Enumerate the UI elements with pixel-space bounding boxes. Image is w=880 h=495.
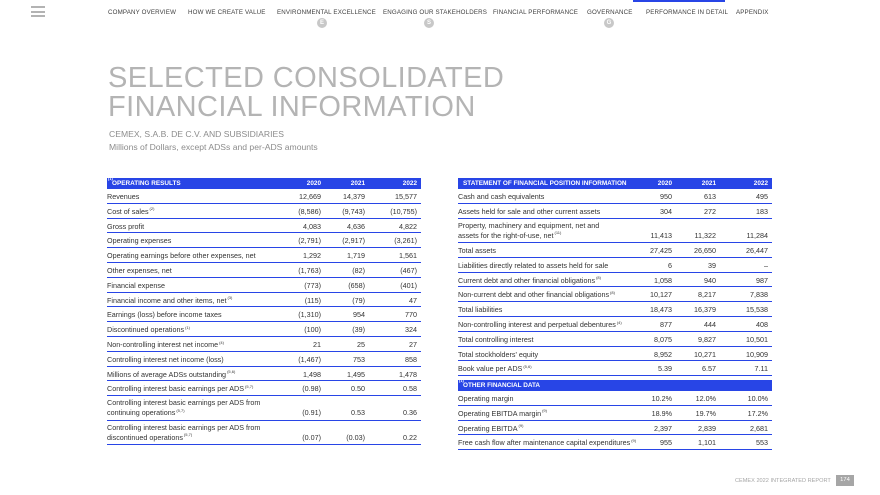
row-label-continued: [107, 433, 192, 443]
cell-value: 8,075: [654, 334, 672, 344]
cell-value: 1,058: [654, 275, 672, 285]
cell-value: 12,669: [299, 192, 321, 201]
table-row: [458, 332, 772, 347]
nav-performance-in-detail[interactable]: PERFORMANCE IN DETAIL: [646, 9, 729, 16]
row-label-text: Gross profit: [107, 221, 145, 231]
row-label-text: Other expenses, net: [107, 265, 172, 275]
cell-value: 39: [708, 260, 716, 270]
company-subtitle: CEMEX, S.A.B. DE C.V. AND SUBSIDIARIES: [109, 129, 284, 139]
table-row: [458, 287, 772, 302]
row-label-text: Operating margin: [458, 394, 514, 403]
cell-value: 2,839: [698, 423, 716, 433]
table-row: [458, 406, 772, 421]
cell-value: 0.36: [403, 408, 417, 418]
cell-value: 7,838: [750, 290, 768, 300]
row-label-text: Earnings (loss) before income taxes: [107, 310, 222, 320]
row-label-text: Book value per ADS: [458, 364, 523, 374]
cell-value: 11,413: [650, 230, 672, 240]
table-row: [107, 263, 421, 278]
cell-value: (658): [348, 280, 365, 290]
row-label-text: Operating expenses: [107, 236, 172, 246]
row-label: [458, 350, 538, 360]
cell-value: 553: [756, 438, 768, 448]
cell-value: 5.39: [658, 364, 672, 374]
row-label: [107, 192, 139, 202]
table-row: [107, 248, 421, 263]
cell-value: 955: [660, 438, 672, 448]
cell-value: 7.11: [754, 364, 768, 374]
cell-value: 444: [704, 320, 716, 330]
cell-value: 4,636: [347, 221, 365, 231]
row-label-text: Current debt and other financial obligations: [458, 275, 596, 285]
footnote-marker: (5,7): [245, 383, 254, 389]
cell-value: (9,743): [342, 206, 365, 216]
cell-value: 18.9%: [651, 408, 672, 418]
cell-value: 10,501: [746, 334, 768, 344]
cell-value: (1,310): [298, 310, 321, 320]
cell-value: 12.0%: [695, 394, 716, 403]
row-label: [107, 251, 256, 261]
row-label: [107, 222, 144, 232]
table-row: [107, 307, 421, 322]
row-label: [458, 305, 502, 315]
cell-value: (115): [304, 295, 321, 305]
table-row: [107, 421, 421, 446]
footnote-marker: (9): [631, 438, 637, 443]
cell-value: 0.58: [403, 384, 417, 394]
table-row: [107, 189, 421, 204]
footnote-marker: (1): [459, 377, 464, 383]
cell-value: (0.07): [302, 432, 321, 442]
row-label-text: Financial income and other items, net: [107, 295, 227, 305]
cell-value: (3,261): [394, 236, 417, 246]
cell-value: 26,650: [694, 246, 716, 256]
row-label: [107, 398, 260, 408]
cell-value: 27: [409, 339, 417, 349]
table-row: [107, 233, 421, 248]
title-line-1: SELECTED CONSOLIDATED: [108, 62, 505, 94]
title-line-2: FINANCIAL INFORMATION: [108, 91, 476, 123]
row-label: [458, 207, 600, 217]
cell-value: 304: [660, 206, 672, 216]
row-label-text: Millions of average ADSs outstanding: [107, 369, 227, 379]
row-label-text: Total stockholders' equity: [458, 349, 539, 359]
operating-results-header: [107, 175, 421, 189]
table-row: [458, 435, 772, 450]
table-row: [458, 243, 772, 258]
cell-value: (2,791): [298, 236, 321, 246]
nav-governance[interactable]: GOVERNANCE: [587, 9, 633, 16]
table-row: [107, 293, 421, 308]
cell-value: (0.91): [302, 408, 321, 418]
footnote-marker: (5,7): [183, 432, 193, 438]
cell-value: 2,397: [654, 423, 672, 433]
table-row: [458, 219, 772, 244]
row-label-text: Cash and cash equivalents: [458, 192, 545, 201]
cell-value: 324: [405, 325, 417, 335]
menu-icon[interactable]: [31, 6, 45, 17]
footnote-marker: (8): [596, 275, 601, 281]
row-label: [458, 438, 636, 448]
table-header-label: STATEMENT OF FINANCIAL POSITION INFORMATION: [463, 180, 627, 187]
cell-value: (401): [400, 280, 417, 290]
table-row: [107, 367, 421, 382]
units-subtitle: Millions of Dollars, except ADSs and per-ADS amounts: [109, 142, 318, 152]
cell-value: 858: [405, 354, 417, 364]
year-header: 2020: [657, 180, 672, 187]
cell-value: 10,127: [650, 290, 672, 300]
table-row: [107, 204, 421, 219]
row-label-text: Assets held for sale and other current assets: [458, 206, 601, 216]
row-label-text: Controlling interest basic earnings per ADS: [107, 384, 245, 394]
social-badge-icon[interactable]: S: [424, 18, 434, 28]
row-label-text: Revenues: [107, 192, 140, 201]
cell-value: 15,577: [395, 192, 417, 201]
row-label: [458, 424, 523, 434]
row-label-text: Operating EBITDA: [458, 423, 518, 433]
row-label: [458, 364, 532, 374]
year-header: 2021: [350, 180, 365, 187]
cell-value: 940: [704, 275, 716, 285]
row-label: [107, 370, 235, 380]
row-label: [458, 320, 622, 330]
nav-active-indicator: [633, 0, 725, 2]
footnote-marker: (9): [542, 408, 547, 414]
row-label-text: Operating EBITDA margin: [458, 408, 542, 418]
table-row: [107, 337, 421, 352]
nav-engaging-stakeholders[interactable]: ENGAGING OUR STAKEHOLDERS: [383, 9, 488, 16]
cell-value: –: [764, 260, 768, 270]
row-label-text: discontinued operations: [107, 432, 183, 442]
cell-value: 613: [704, 192, 716, 201]
year-header: 2022: [753, 180, 768, 187]
cell-value: 17.2%: [747, 408, 768, 418]
cell-value: 0.22: [403, 432, 417, 442]
other-financial-data-header: [458, 377, 772, 391]
row-label-text: Total liabilities: [458, 305, 503, 315]
year-header: 2022: [402, 180, 417, 187]
cell-value: 1,561: [399, 251, 417, 261]
cell-value: 10.0%: [747, 394, 768, 403]
cell-value: 25: [357, 339, 365, 349]
cell-value: 1,495: [347, 369, 365, 379]
table-row: [458, 204, 772, 219]
row-label-continued: [107, 408, 185, 418]
cell-value: 10,271: [694, 349, 716, 359]
cell-value: 10.2%: [651, 394, 672, 403]
cell-value: (100): [304, 325, 321, 335]
cell-value: (0.03): [346, 432, 365, 442]
row-label: [107, 281, 165, 291]
row-label: [458, 409, 547, 419]
cell-value: 6: [668, 260, 672, 270]
footnote-marker: (8): [610, 290, 615, 296]
row-label-text: Controlling interest basic earnings per ADS from: [107, 422, 261, 432]
cell-value: (467): [400, 265, 417, 275]
cell-value: 950: [660, 192, 672, 201]
operating-results-table: [107, 175, 421, 445]
row-label: [107, 207, 154, 217]
cell-value: 770: [405, 310, 417, 320]
table-row: [107, 352, 421, 367]
cell-value: (1,467): [298, 354, 321, 364]
nav-financial-performance[interactable]: FINANCIAL PERFORMANCE: [493, 9, 579, 16]
footnote-marker: (5,6): [523, 364, 532, 370]
row-label: [107, 355, 224, 365]
year-header: 2021: [701, 180, 716, 187]
cell-value: (2,917): [342, 236, 365, 246]
footnote-marker: (9): [518, 423, 524, 429]
cell-value: 987: [756, 275, 768, 285]
row-label: [458, 290, 615, 300]
nav-company-overview[interactable]: COMPANY OVERVIEW: [108, 9, 177, 16]
table-header-label: OPERATING RESULTS: [112, 180, 181, 187]
row-label: [458, 276, 601, 286]
nav-appendix[interactable]: APPENDIX: [736, 9, 769, 16]
cell-value: 6.57: [702, 364, 716, 374]
row-label-text: Non-controlling interest and perpetual debentures: [458, 320, 616, 330]
cell-value: 47: [409, 295, 417, 305]
cell-value: 15,538: [746, 305, 768, 315]
row-label: [458, 192, 544, 202]
row-label-text: assets for the right-of-use, net: [458, 230, 554, 240]
row-label: [458, 335, 534, 345]
nav-environmental-excellence[interactable]: ENVIRONMENTAL EXCELLENCE: [277, 9, 376, 16]
cell-value: 8,952: [654, 349, 672, 359]
page-title: [108, 64, 504, 122]
cell-value: 1,101: [698, 438, 716, 448]
table-row: [458, 258, 772, 273]
cell-value: (82): [352, 265, 365, 275]
row-label-text: Non-controlling interest net income: [107, 339, 219, 349]
cell-value: (0.98): [302, 384, 321, 394]
cell-value: (39): [352, 325, 365, 335]
row-label-text: Free cash flow after maintenance capital expenditures: [458, 438, 631, 448]
cell-value: 18,473: [650, 305, 672, 315]
cell-value: 183: [756, 206, 768, 216]
row-label-text: continuing operations: [107, 408, 176, 418]
financial-position-header: [458, 178, 772, 189]
financial-position-table: [458, 178, 772, 376]
row-label: [458, 221, 599, 231]
table-row: [107, 278, 421, 293]
table-row: [458, 347, 772, 362]
row-label-text: Non-current debt and other financial obligations: [458, 290, 610, 300]
cell-value: 0.50: [351, 384, 365, 394]
cell-value: 8,217: [698, 290, 716, 300]
cell-value: 0.53: [351, 408, 365, 418]
row-label-text: Property, machinery and equipment, net and: [458, 220, 600, 230]
governance-badge-icon[interactable]: G: [604, 18, 614, 28]
footnote-marker: (5,7): [176, 407, 185, 413]
footnote-marker: (4): [219, 339, 224, 345]
row-label-text: Total assets: [458, 246, 496, 256]
cell-value: 1,478: [399, 369, 417, 379]
cell-value: 21: [313, 339, 321, 349]
table-row: [458, 361, 772, 376]
row-label-continued: [458, 231, 561, 241]
row-label: [458, 261, 608, 271]
cell-value: 877: [660, 320, 672, 330]
cell-value: (8,586): [298, 206, 321, 216]
cell-value: 11,322: [694, 230, 716, 240]
cell-value: 19.7%: [695, 408, 716, 418]
cell-value: 954: [353, 310, 365, 320]
row-label: [107, 384, 253, 394]
cell-value: (1,763): [298, 265, 321, 275]
footnote-marker: (3): [227, 295, 233, 301]
row-label-text: Cost of sales: [107, 206, 149, 216]
row-label: [107, 296, 232, 306]
row-label-text: Discontinued operations: [107, 325, 185, 335]
cell-value: (773): [304, 280, 321, 290]
row-label: [107, 423, 260, 433]
table-row: [458, 189, 772, 204]
cell-value: 1,498: [303, 369, 321, 379]
footnote-marker: (4): [616, 319, 622, 325]
cell-value: 408: [756, 320, 768, 330]
row-label-text: Liabilities directly related to assets held for sale: [458, 260, 609, 270]
table-row: [107, 381, 421, 396]
row-label-text: Total controlling interest: [458, 334, 534, 344]
footnote-marker: (2): [149, 206, 155, 212]
row-label: [107, 340, 224, 350]
footnote-marker: (5,6): [227, 369, 236, 375]
row-label: [107, 310, 222, 320]
cell-value: 753: [353, 354, 365, 364]
year-header: 2020: [306, 180, 321, 187]
cell-value: 272: [704, 206, 716, 216]
cell-value: 11,284: [746, 230, 768, 240]
table-row: [458, 317, 772, 332]
footnote-marker: (1): [108, 175, 113, 181]
cell-value: 14,379: [343, 192, 365, 201]
table-row: [458, 273, 772, 288]
cell-value: 10,909: [746, 349, 768, 359]
cell-value: 27,425: [650, 246, 672, 256]
row-label-text: Controlling interest net income (loss): [107, 354, 224, 364]
other-financial-data-table: [458, 377, 772, 450]
cell-value: 16,379: [694, 305, 716, 315]
cell-value: 9,827: [698, 334, 716, 344]
cell-value: (10,755): [390, 206, 417, 216]
table-row: [458, 421, 772, 436]
nav-how-we-create-value[interactable]: HOW WE CREATE VALUE: [188, 9, 266, 16]
cell-value: 1,719: [347, 251, 365, 261]
row-label: [458, 394, 514, 404]
table-row: [458, 391, 772, 406]
table-row: [107, 396, 421, 421]
cell-value: 4,083: [303, 221, 321, 231]
page-number: 174: [836, 475, 854, 486]
cell-value: 4,822: [399, 221, 417, 231]
table-row: [458, 302, 772, 317]
table-row: [107, 322, 421, 337]
environmental-badge-icon[interactable]: E: [317, 18, 327, 28]
row-label-text: Controlling interest basic earnings per ADS from: [107, 398, 261, 408]
footer-report-title: CEMEX 2022 INTEGRATED REPORT: [735, 478, 831, 484]
row-label: [107, 325, 190, 335]
row-label: [458, 246, 496, 256]
cell-value: (79): [352, 295, 365, 305]
table-header-label: OTHER FINANCIAL DATA: [463, 382, 541, 389]
cell-value: 2,681: [750, 423, 768, 433]
row-label-text: Financial expense: [107, 280, 165, 290]
cell-value: 26,447: [746, 246, 768, 256]
row-label: [107, 266, 172, 276]
row-label-text: Operating earnings before other expenses, net: [107, 251, 256, 261]
row-label: [107, 236, 171, 246]
cell-value: 495: [756, 192, 768, 201]
footnote-marker: (11): [554, 230, 562, 236]
footnote-marker: (1): [185, 324, 191, 330]
table-row: [107, 219, 421, 234]
cell-value: 1,292: [303, 251, 321, 261]
